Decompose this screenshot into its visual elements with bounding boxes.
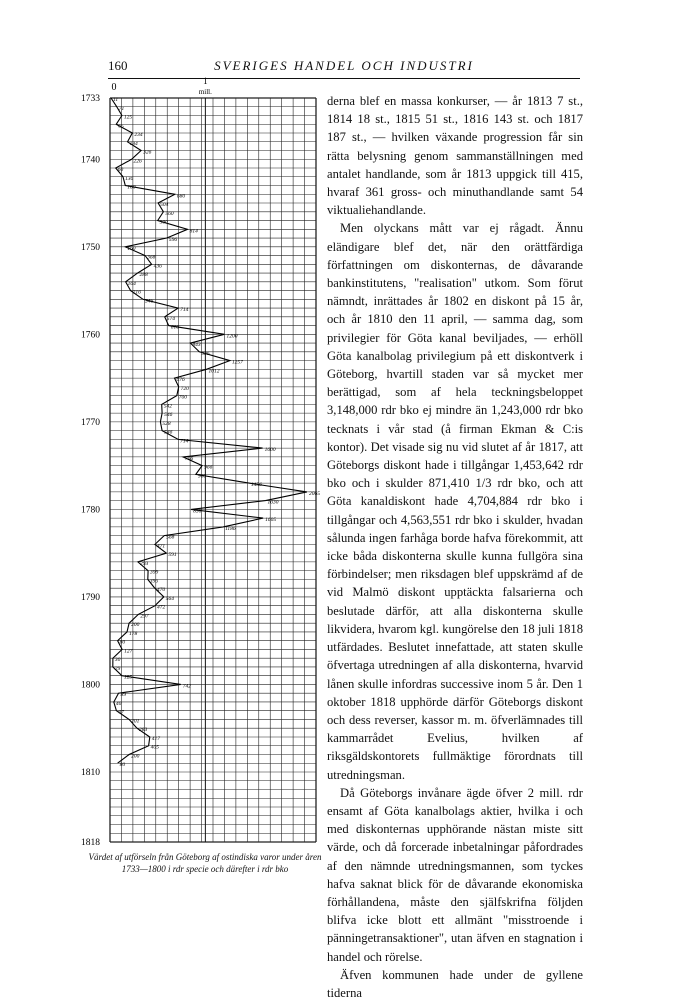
value-label-1744: 680 — [176, 193, 186, 200]
value-label-1736: 65 — [118, 123, 124, 130]
value-label-1739: 326 — [143, 149, 152, 156]
value-label-1758: 574 — [166, 315, 175, 322]
value-label-1777: 1456 — [250, 482, 262, 489]
value-label-1796: 127 — [124, 648, 133, 655]
value-label-1776: 900 — [197, 473, 207, 480]
value-label-1752: 436 — [153, 263, 162, 270]
value-label-1745: 504 — [160, 202, 169, 209]
value-label-1769: 546 — [164, 412, 173, 419]
value-label-1759: 616 — [170, 324, 179, 331]
year-label-1760: 1760 — [81, 330, 100, 341]
value-label-1738: 184 — [129, 140, 138, 147]
year-label-1810: 1810 — [81, 767, 100, 778]
value-label-1774: 766 — [185, 455, 194, 462]
top-axis-label-one: 1 — [203, 76, 208, 86]
value-label-1805: 283 — [138, 727, 148, 734]
value-label-1806: 417 — [151, 735, 161, 742]
value-label-1733: 11 — [113, 97, 119, 103]
value-label-1787: 399 — [150, 569, 159, 576]
year-label-1750: 1750 — [81, 242, 100, 253]
value-label-1792: 297 — [140, 613, 149, 620]
value-label-1788: 396 — [149, 578, 159, 585]
value-label-1803: 67 — [118, 709, 124, 716]
value-label-1747: 500 — [159, 219, 168, 226]
value-label-1749: 596 — [168, 237, 178, 244]
value-label-1766: 720 — [180, 385, 189, 392]
value-label-1750: 160 — [127, 245, 136, 252]
value-label-1781: 1605 — [265, 517, 277, 524]
year-label-1818: 1818 — [81, 838, 100, 848]
value-label-1794: 178 — [128, 630, 138, 637]
year-label-1770: 1770 — [81, 417, 100, 428]
value-label-1782: 1186 — [225, 525, 236, 532]
value-label-1783: 568 — [166, 534, 175, 541]
top-axis-label-zero: 0 — [111, 82, 117, 93]
year-label-1790: 1790 — [81, 592, 100, 603]
value-label-1742: 136 — [124, 175, 134, 182]
value-label-1784: 471 — [156, 543, 166, 550]
value-label-1793: 200 — [131, 622, 140, 629]
value-label-1804: 201 — [131, 718, 140, 725]
value-label-1790: 564 — [165, 595, 175, 602]
value-label-1756: 346 — [144, 298, 154, 305]
value-label-1775: 966 — [204, 464, 213, 471]
value-label-1798: 29 — [114, 665, 121, 672]
value-label-1741: 60 — [117, 167, 124, 174]
value-label-1771: 546 — [164, 429, 173, 436]
year-label-1800: 1800 — [81, 680, 100, 691]
paragraph-2: Men olyckans mått var ej rågadt. Ännu eländigare blef det, när den orättfärdiga författningen om diskonternas, de dåvarande bankinstitutens, "realisation" utkom. Som förut nämndt, inrättades år 1802 en diskont på 15 år, och år 1810 den 11 april, — samma dag, som privilegier för Göta kanal beviljades, — erhöll Göta kanalbolag privilegium på ett diskontverk i Göteborg, hvartill staden var så mycket mer berättigad, som af hela teckningsbeloppet 3,148,000 rdr bko ej mindre än 1,243,000 rdr bko tecknats i vår stad (å firman Ekman & C:is kontor). Det visade sig nu vid slutet af år 1817, att Göteborgs diskont hade i tillgångar 1,453,642 rdr bko och i skulder 871,410 1/3 rdr bko, och att Göta kanaldiskont hade 4,704,884 rdr bko i tillgångar och 4,563,551 rdr bko i skulder, hvadan sålunda ingen farhåga borde hafva förekommit, att icke båda diskonterna skulle kunna fullgöra sina förbindelser; men riksdagen blef uppskrämd af de vid Malmö diskont upptäckta falsarierna och beslutade därför, att alla diskonterna skulle likvidera, hvarom kgl. kungörelse den 18 juli 1818 utfärdades. Beslutet innefattade, att staten skulle öfvertaga utredningen af alla diskonterna, hvarvid lånen skulle infordras successive inom 5 år. Den 1 oktober 1818 upphörde därför Göteborgs diskont och dess reverser, kassor m. m. öfverlämnades till kammarrådet Evelius, hvilken af riksgäldskontorets fullmäktige förordnats till utredningsman. — [327, 221, 583, 782]
value-label-1789: 470 — [156, 587, 166, 594]
value-label-1772: 714 — [180, 438, 189, 445]
value-label-1799: 125 — [123, 674, 133, 681]
value-label-1764: 1012 — [208, 368, 220, 375]
value-label-1779: 1630 — [267, 499, 279, 506]
value-label-1763: 1257 — [231, 359, 243, 366]
value-label-1780: 850 — [193, 508, 202, 515]
value-label-1786: 293 — [139, 560, 149, 567]
value-label-1778: 2065 — [308, 490, 320, 497]
value-label-1785: 591 — [168, 552, 177, 559]
value-label-1754: 164 — [127, 280, 136, 287]
chart-caption: Värdet af utförseln från Göteborg af ostindiska varor under åren 1733—1800 i rdr specie och därefter i rdr bko — [88, 852, 322, 874]
value-label-1757: 714 — [180, 307, 189, 314]
value-label-1761: 843 — [192, 342, 201, 349]
value-label-1808: 200 — [131, 753, 140, 760]
value-label-1797: 30 — [114, 657, 121, 664]
running-title: SVERIGES HANDEL OCH INDUSTRI — [214, 58, 474, 73]
export-value-chart — [68, 70, 328, 850]
value-label-1767: 700 — [178, 394, 188, 401]
value-label-1760: 1200 — [226, 333, 238, 340]
value-label-1801: 89 — [120, 692, 126, 699]
year-label-1780: 1780 — [81, 505, 100, 516]
value-label-1765: 676 — [176, 377, 185, 384]
value-label-1770: 528 — [162, 420, 171, 427]
value-label-1802: 40 — [115, 700, 122, 707]
value-label-1751: 368 — [147, 254, 156, 261]
paragraph-1: derna blef en massa konkurser, — år 1813 7 st., 1814 18 st., 1815 51 st., 1816 143 st. och 1817 187 st., — hvilken växande progression får sin rätta belysning genom sammanställningen med antalet handlande, som år 1813 uppgick till 415, hvaraf 361 gross- och minuthandlande samt 54 viktualiehandlande. — [327, 94, 583, 218]
value-label-1737: 234 — [134, 132, 143, 139]
value-label-1768: 542 — [163, 403, 172, 410]
value-label-1740: 226 — [133, 158, 142, 165]
top-axis-label-mill: mill. — [198, 88, 212, 96]
year-label-1740: 1740 — [81, 155, 100, 166]
paragraph-3: Då Göteborgs invånare ägde öfver 2 mill. rdr ensamt af Göta kanalbolags aktier, hvilka i och med diskonternas upphörande nästan miste sitt värde, och då forcerade inbetalningar påfordrades af den nämnde utredningsmannen, som tyckes hafva saknat blick för de dåvarande ekonomiska förhållandena, måste den själfskrifna följden blifva icke blott ett allmänt "misstroende i pänningetransaktioner", utan äfven en stagnation i handel och rörelse. — [327, 785, 583, 964]
value-label-1809: 80 — [119, 762, 126, 769]
value-label-1755: 216 — [132, 289, 141, 296]
year-label-1733: 1733 — [81, 94, 100, 104]
value-label-1734: 71 — [118, 105, 125, 112]
value-label-1743: 160 — [127, 184, 136, 191]
value-label-1795: 80 — [119, 639, 126, 646]
value-label-1735: 125 — [123, 114, 133, 121]
value-label-1773: 1600 — [264, 447, 276, 454]
page-number: 160 — [108, 58, 128, 73]
value-label-1791: 472 — [157, 604, 166, 611]
value-label-1753: 288 — [139, 272, 148, 279]
value-label-1800: 742 — [182, 683, 192, 690]
value-label-1762: 936 — [201, 350, 210, 357]
value-label-1746: 560 — [165, 210, 174, 217]
value-label-1748: 814 — [189, 228, 198, 235]
value-label-1807: 405 — [150, 744, 159, 751]
article-text — [327, 92, 583, 1002]
paragraph-4: Äfven kommunen hade under de gyllene tiderna — [327, 967, 583, 1000]
